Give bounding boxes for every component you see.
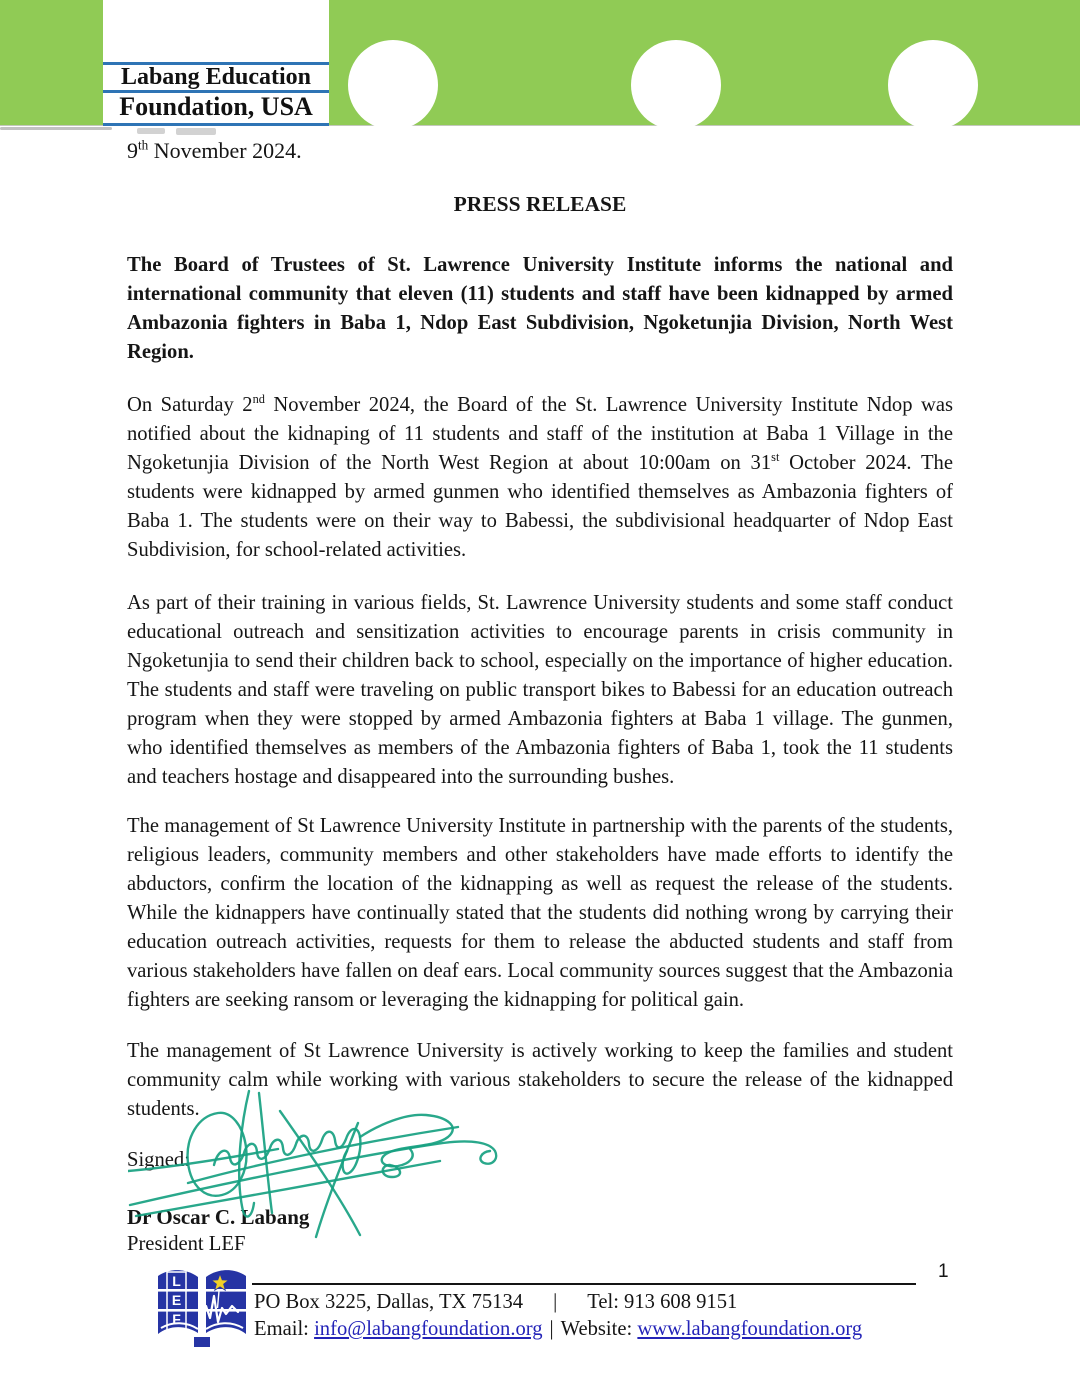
band-circle-3 xyxy=(888,40,978,130)
website-link[interactable]: www.labangfoundation.org xyxy=(637,1318,863,1340)
lef-book-logo xyxy=(156,1266,248,1352)
paragraph-5: The management of St Lawrence University is actively working to keep the families and student community calm while working with various stakeholders to secure the release of the kidnapped students. xyxy=(127,1040,953,1120)
email-label: Email: xyxy=(254,1318,309,1340)
paragraph-3: As part of their training in various fields, St. Lawrence University students and some staff conduct educational outreach and sensitization activities to encourage parents in crisis community in Ngoketunjia to send their children back to school, especially on the importance of higher education. The students and staff were traveling on public transport bikes to Babessi for an education outreach program when they were stopped by armed Ambazonia fighters at Baba 1 village. The gunmen, who identified themselves as members of the Ambazonia fighters of Baba 1, took the 11 students and teachers hostage and disappeared into the surrounding bushes. xyxy=(127,592,953,788)
cropped-text-remnant xyxy=(176,128,216,135)
signature-ink xyxy=(128,1083,528,1243)
footer-contact-line xyxy=(254,1291,737,1314)
email-link[interactable]: info@labangfoundation.org xyxy=(314,1318,543,1340)
footer-separator: | xyxy=(549,1318,554,1340)
ordinal-nd: nd xyxy=(252,392,265,407)
org-name-line1: Labang Education xyxy=(120,64,312,90)
cropped-line-remnant xyxy=(0,127,112,130)
logo-letter-e: E xyxy=(171,1292,182,1308)
paragraph-2-text: October 2024. The students were kidnapped by armed gunmen who identified themselves as Ambazonia fighters of Baba 1. The students were on their way to Babessi, the subdivisional headquarter of Ndop East Subdivision, for school-related activities. xyxy=(127,452,953,561)
signatory-name: Dr Oscar C. Labang xyxy=(127,1205,310,1229)
band-circle-1 xyxy=(348,40,438,130)
page-number: 1 xyxy=(938,1261,949,1282)
footer-links-line xyxy=(254,1318,862,1341)
paragraph-2-text: November 2024, the Board of the St. Lawrence University Institute Ndop was notified about the kidnaping of 11 students and staff of the institution at Baba 1 Village in the Ngoketunjia Division of the North West Region at about 10:00am on 31 xyxy=(127,394,953,474)
document-date xyxy=(127,138,302,164)
logo-letter-l: L xyxy=(172,1273,181,1289)
cropped-text-remnant xyxy=(137,128,165,134)
telephone: Tel: 913 608 9151 xyxy=(587,1291,738,1313)
logo-letter-f: F xyxy=(172,1311,181,1327)
footer-separator: | xyxy=(553,1291,558,1313)
date-rest: November 2024. xyxy=(148,138,302,163)
date-day: 9 xyxy=(127,138,138,163)
logo-rule-bottom xyxy=(103,123,329,126)
paragraph-lead: The Board of Trustees of St. Lawrence University Institute informs the national and international community that eleven (11) students and staff have been kidnapped by armed Ambazonia fighters in Baba 1, Ndop East Subdivision, Ngoketunjia Division, North West Region. xyxy=(127,254,953,363)
website-label: Website: xyxy=(560,1318,633,1340)
ordinal-st: st xyxy=(771,450,780,465)
signatory-role: President LEF xyxy=(127,1233,246,1255)
org-name-line2: Foundation, USA xyxy=(119,92,313,121)
paragraph-2-text: On Saturday 2 xyxy=(127,394,253,416)
paragraph-2 xyxy=(127,391,953,565)
signed-label: Signed: xyxy=(127,1149,190,1171)
paragraph-4: The management of St Lawrence University Institute in partnership with the parents of the students, religious leaders, community members and other stakeholders have made efforts to identify the abductors, confirm the location of the kidnapping as well as request the release of the students. While the kidnappers have continually stated that the students did nothing wrong by carrying their education outreach activities, requests for them to release the abducted students and staff from various stakeholders have fallen on deaf ears. Local community sources suggest that the Ambazonia fighters are seeking ransom or leveraging the kidnapping for political gain. xyxy=(127,815,953,1011)
org-logo-box xyxy=(103,0,329,131)
footer-divider xyxy=(252,1283,916,1285)
po-box-address: PO Box 3225, Dallas, TX 75134 xyxy=(254,1291,524,1313)
date-ordinal: th xyxy=(138,137,149,153)
band-circle-2 xyxy=(631,40,721,130)
page-title: PRESS RELEASE xyxy=(453,192,627,216)
